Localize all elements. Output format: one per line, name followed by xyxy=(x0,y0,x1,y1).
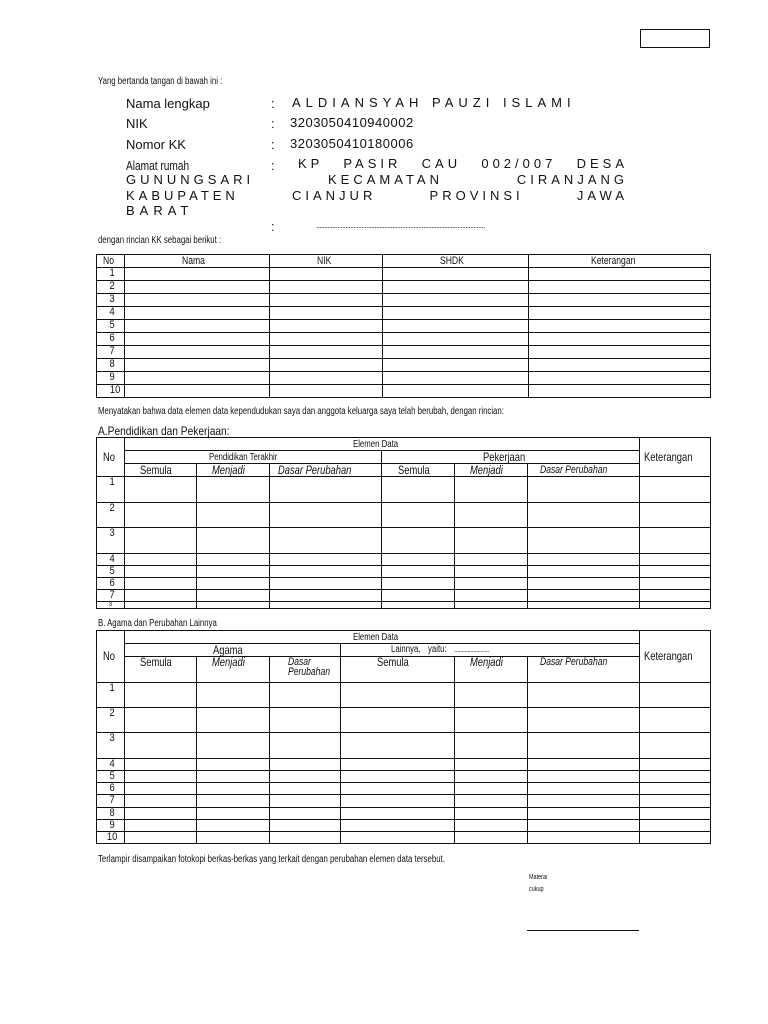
table-cell xyxy=(125,333,270,346)
table-row xyxy=(97,795,711,808)
table-cell xyxy=(529,307,711,320)
table-cell xyxy=(270,359,383,372)
table-cell xyxy=(529,281,711,294)
table-cell xyxy=(383,281,529,294)
section-a-sub-dasar: Dasar Perubahan xyxy=(270,464,382,477)
statement-text: Menyatakan bahwa data elemen data kependudukan saya dan anggota keluarga saya telah berubah, dengan rincian: xyxy=(98,406,504,417)
row-number: 3 xyxy=(97,528,125,554)
address-line-3: KABUPATEN CIANJUR PROVINSI JAWA xyxy=(126,188,628,203)
section-a-header-pekerjaan: Pekerjaan xyxy=(382,451,640,464)
materai-label-cukup: cukup xyxy=(529,886,544,893)
signature-line xyxy=(527,930,639,931)
section-a-sub-semula: Semula xyxy=(125,464,197,477)
section-a-sub-menjadi: Menjadi xyxy=(197,464,270,477)
separator: : xyxy=(271,96,275,111)
table-cell xyxy=(270,268,383,281)
row-number: 1 xyxy=(97,477,125,503)
table-row xyxy=(97,708,711,733)
row-number: 6 xyxy=(97,578,125,590)
table-cell xyxy=(270,385,383,398)
table-cell xyxy=(383,359,529,372)
table-row xyxy=(97,503,711,528)
row-number: 1 xyxy=(97,268,125,281)
table-row xyxy=(97,759,711,771)
row-number: 5 xyxy=(97,320,125,333)
attachment-text: Terlampir disampaikan fotokopi berkas-berkas yang terkait dengan perubahan elemen data tersebut. xyxy=(98,854,445,865)
table-cell xyxy=(125,346,270,359)
section-b-sub-semula: Semula xyxy=(341,657,455,683)
row-number: 3 xyxy=(97,294,125,307)
section-b-header-lainnya: Lainnya, yaitu: ........................ xyxy=(341,644,640,657)
table-cell xyxy=(383,268,529,281)
row-number: 10 xyxy=(97,385,125,398)
row-number: 4 xyxy=(97,759,125,771)
address-line-2: GUNUNGSARI KECAMATAN CIRANJANG xyxy=(126,172,628,187)
table-row xyxy=(97,554,711,566)
section-b-header-elemen: Elemen Data xyxy=(125,631,640,644)
section-b-title: B. Agama dan Perubahan Lainnya xyxy=(98,618,217,629)
table-cell xyxy=(125,372,270,385)
row-number: 7 xyxy=(97,795,125,808)
section-a-sub-semula: Semula xyxy=(382,464,455,477)
table-row xyxy=(97,385,711,398)
label-nik: NIK xyxy=(126,116,148,131)
value-nik: 3203050410940002 xyxy=(290,115,414,130)
table-cell xyxy=(529,294,711,307)
row-number: 7 xyxy=(97,346,125,359)
table-row xyxy=(97,771,711,783)
section-b-sub-menjadi: Menjadi xyxy=(197,657,270,683)
table-cell xyxy=(125,294,270,307)
table-row xyxy=(97,820,711,832)
row-number: 5 xyxy=(97,566,125,578)
table-cell xyxy=(383,333,529,346)
section-a-header-keterangan: Keterangan xyxy=(640,438,711,477)
row-number: 9 xyxy=(97,820,125,832)
kk-table xyxy=(96,254,711,398)
table-cell xyxy=(529,372,711,385)
kk-header-nama: Nama xyxy=(125,255,270,268)
section-a-sub-dasar: Dasar Perubahan xyxy=(528,464,640,477)
value-nomor-kk: 3203050410180006 xyxy=(290,136,414,151)
table-cell xyxy=(383,346,529,359)
table-cell xyxy=(270,372,383,385)
section-b-header-no: No xyxy=(97,631,125,683)
section-b-header-keterangan: Keterangan xyxy=(640,631,711,683)
table-cell xyxy=(270,281,383,294)
value-nama-lengkap: ALDIANSYAH PAUZI ISLAMI xyxy=(292,95,576,110)
table-cell xyxy=(270,333,383,346)
row-number: 9 xyxy=(97,372,125,385)
row-number: 5 xyxy=(97,771,125,783)
table-row xyxy=(97,602,711,609)
table-cell xyxy=(383,385,529,398)
row-number: 6 xyxy=(97,333,125,346)
table-row xyxy=(97,733,711,759)
row-number: 8 xyxy=(97,808,125,820)
table-row xyxy=(97,808,711,820)
address-line-1: KP PASIR CAU 002/007 DESA xyxy=(298,156,628,171)
table-cell xyxy=(529,346,711,359)
kk-header-nik: NIK xyxy=(270,255,383,268)
row-number: 2 xyxy=(97,281,125,294)
row-number: 4 xyxy=(97,307,125,320)
table-row xyxy=(97,477,711,503)
row-number: 3 xyxy=(97,733,125,759)
section-b-sub-menjadi: Menjadi xyxy=(455,657,528,683)
section-a-header-pendidikan: Pendidikan Terakhir xyxy=(125,451,382,464)
separator: : xyxy=(271,219,275,234)
section-a-table xyxy=(96,437,711,609)
table-row xyxy=(97,566,711,578)
row-number: 4 xyxy=(97,554,125,566)
table-row xyxy=(97,528,711,554)
materai-label: Materai xyxy=(529,874,548,881)
separator: : xyxy=(271,137,275,152)
table-row xyxy=(97,307,711,320)
label-nomor-kk: Nomor KK xyxy=(126,137,186,152)
section-a-header-no: No xyxy=(97,438,125,477)
address-dotted-line: ........................................................................................................ xyxy=(316,221,485,230)
table-cell xyxy=(270,294,383,307)
table-cell xyxy=(383,372,529,385)
row-number: 8 xyxy=(97,359,125,372)
section-b-header-agama: Agama xyxy=(125,644,341,657)
table-cell xyxy=(383,294,529,307)
section-a-title: A.Pendidikan dan Pekerjaan: xyxy=(98,424,230,438)
table-row xyxy=(97,320,711,333)
table-row xyxy=(97,683,711,708)
table-cell xyxy=(125,281,270,294)
table-cell xyxy=(529,385,711,398)
section-a-header-elemen: Elemen Data xyxy=(125,438,640,451)
table-row xyxy=(97,783,711,795)
table-row xyxy=(97,268,711,281)
table-cell xyxy=(270,320,383,333)
label-nama-lengkap: Nama lengkap xyxy=(126,96,210,111)
section-b-table xyxy=(96,630,711,844)
table-row xyxy=(97,281,711,294)
table-row xyxy=(97,294,711,307)
table-row xyxy=(97,832,711,844)
table-row xyxy=(97,590,711,602)
row-number: 10 xyxy=(97,832,125,844)
table-cell xyxy=(383,307,529,320)
table-row xyxy=(97,346,711,359)
table-cell xyxy=(529,333,711,346)
section-b-sub-dasar: Dasar Perubahan xyxy=(270,657,341,683)
section-a-sub-menjadi: Menjadi xyxy=(455,464,528,477)
table-row xyxy=(97,578,711,590)
kk-table-header xyxy=(97,255,711,268)
row-number: 2 xyxy=(97,708,125,733)
intro-text: Yang bertanda tangan di bawah ini : xyxy=(98,76,223,87)
label-alamat-rumah: Alamat rumah xyxy=(126,158,190,173)
row-number: 1 xyxy=(97,683,125,708)
address-line-4: BARAT xyxy=(126,203,194,218)
kk-header-no: No xyxy=(97,255,125,268)
table-cell xyxy=(270,307,383,320)
separator: : xyxy=(271,116,275,131)
table-cell xyxy=(529,359,711,372)
reference-box xyxy=(640,29,710,48)
kk-header-keterangan: Keterangan xyxy=(529,255,711,268)
section-b-sub-dasar: Dasar Perubahan xyxy=(528,657,640,683)
table-cell xyxy=(125,385,270,398)
row-number: 6 xyxy=(97,783,125,795)
section-b-sub-semula: Semula xyxy=(125,657,197,683)
row-number: 2 xyxy=(97,503,125,528)
table-cell xyxy=(383,320,529,333)
row-number: 7 xyxy=(97,590,125,602)
table-cell xyxy=(270,346,383,359)
table-cell xyxy=(125,359,270,372)
table-cell xyxy=(529,268,711,281)
kk-intro-text: dengan rincian KK sebagai berikut : xyxy=(98,235,222,246)
table-cell xyxy=(125,307,270,320)
table-cell xyxy=(125,320,270,333)
table-cell xyxy=(125,268,270,281)
row-number: 8 xyxy=(97,602,125,609)
separator: : xyxy=(271,158,275,173)
table-cell xyxy=(529,320,711,333)
table-row xyxy=(97,372,711,385)
table-row xyxy=(97,359,711,372)
table-row xyxy=(97,333,711,346)
kk-header-shdk: SHDK xyxy=(383,255,529,268)
